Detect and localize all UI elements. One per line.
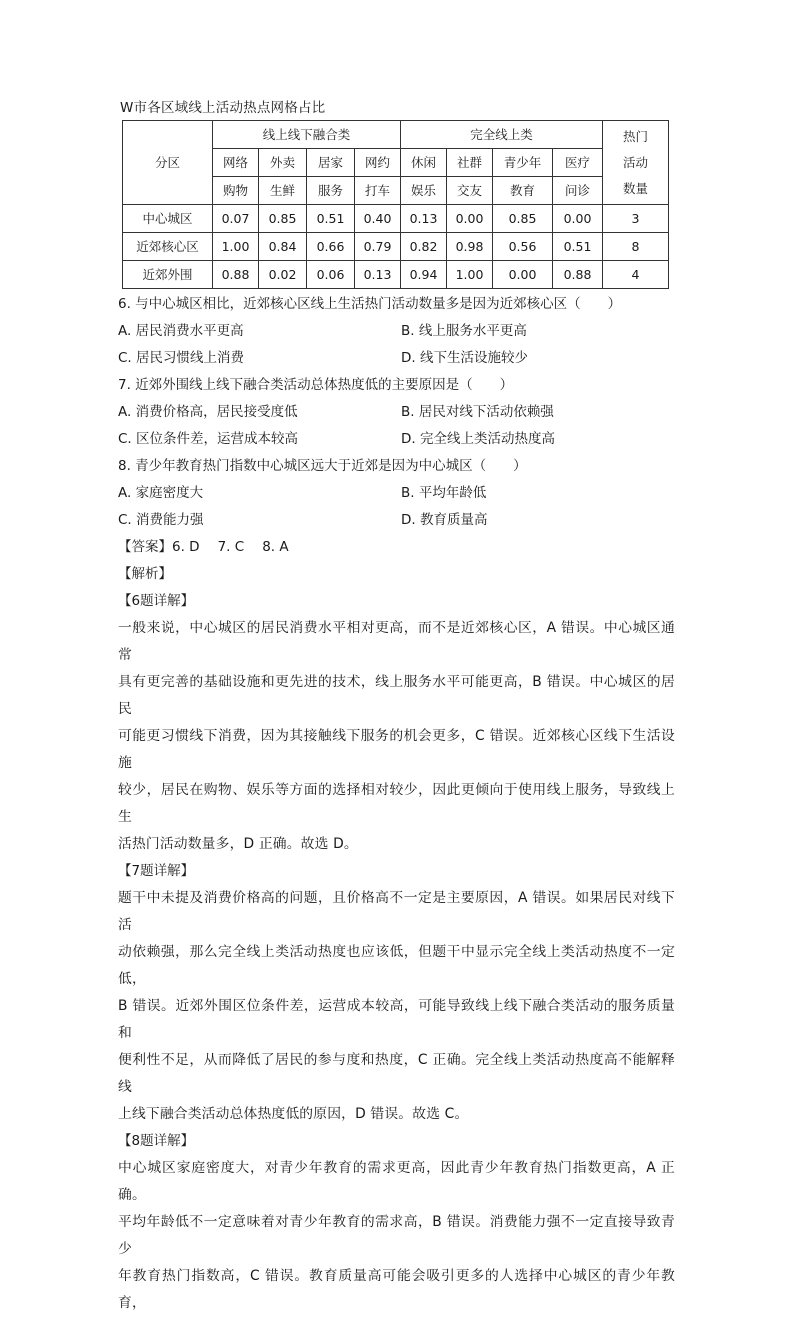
subheader-bottom: 购物	[213, 177, 259, 205]
option: A. 居民消费水平更高	[118, 323, 244, 339]
cell-hot: 4	[603, 261, 669, 289]
cell-hot: 3	[603, 205, 669, 233]
subheader-top: 社群	[447, 149, 493, 177]
subheader-top: 医疗	[553, 149, 603, 177]
cell: 0.07	[213, 205, 259, 233]
cell: 0.66	[307, 233, 355, 261]
detail-paragraph	[118, 615, 675, 858]
header-hot-count	[603, 121, 669, 205]
header-group-online: 完全线上类	[401, 121, 603, 149]
subheader-top: 青少年	[493, 149, 553, 177]
cell: 0.51	[553, 233, 603, 261]
detail-line: 便利性不足，从而降低了居民的参与度和热度，C 正确。完全线上类活动热度高不能解释线	[118, 1052, 675, 1095]
header-hot-line: 热门	[623, 128, 649, 144]
header-hot-line: 活动	[623, 154, 649, 170]
answer-label: 【答案】	[118, 539, 172, 555]
answer-value: 8. A	[262, 539, 289, 555]
row-region: 近郊外围	[123, 261, 213, 289]
cell-hot: 8	[603, 233, 669, 261]
detail-line: 平均年龄低不一定意味着对青少年教育的需求高，B 错误。消费能力强不一定直接导致青少	[118, 1214, 675, 1257]
cell: 1.00	[447, 261, 493, 289]
option-row	[118, 318, 678, 345]
table-row	[123, 261, 669, 289]
cell: 0.00	[553, 205, 603, 233]
subheader-bottom: 问诊	[553, 177, 603, 205]
analysis-label: 【解析】	[118, 566, 172, 582]
cell: 0.00	[447, 205, 493, 233]
detail-line: B 错误。近郊外围区位条件差，运营成本较高，可能导致线上线下融合类活动的服务质量和	[118, 998, 675, 1041]
option-row	[118, 480, 678, 507]
option: C. 居民习惯线上消费	[118, 350, 245, 366]
table-row	[123, 205, 669, 233]
cell: 0.79	[355, 233, 401, 261]
table-caption: W市各区域线上活动热点网格占比	[120, 100, 326, 116]
header-region: 分区	[123, 121, 213, 205]
cell: 1.00	[213, 233, 259, 261]
row-region: 中心城区	[123, 205, 213, 233]
data-table	[122, 120, 669, 289]
cell: 0.40	[355, 205, 401, 233]
detail-line: 活热门活动数量多，D 正确。故选 D。	[118, 836, 358, 852]
question-stem: 6. 与中心城区相比，近郊核心区线上生活热门活动数量多是因为近郊核心区（ ）	[118, 296, 622, 312]
subheader-top: 休闲	[401, 149, 447, 177]
detail-line: 较少，居民在购物、娱乐等方面的选择相对较少，因此更倾向于使用线上服务，导致线上生	[118, 782, 675, 825]
option: A. 消费价格高，居民接受度低	[118, 404, 298, 420]
detail-line: 题干中未提及消费价格高的问题，且价格高不一定是主要原因，A 错误。如果居民对线下活	[118, 890, 675, 933]
cell: 0.88	[213, 261, 259, 289]
detail-line: 具有更完善的基础设施和更先进的技术，线上服务水平可能更高，B 错误。中心城区的居民	[118, 674, 675, 717]
option: B. 平均年龄低	[401, 485, 487, 501]
detail-label: 【6题详解】	[118, 593, 195, 609]
subheader-top: 网络	[213, 149, 259, 177]
cell: 0.02	[259, 261, 307, 289]
document-page	[118, 96, 678, 1317]
option-row	[118, 507, 678, 534]
subheader-bottom: 服务	[307, 177, 355, 205]
detail-label: 【7题详解】	[118, 863, 195, 879]
subheader-bottom: 打车	[355, 177, 401, 205]
subheader-bottom: 交友	[447, 177, 493, 205]
cell: 0.13	[355, 261, 401, 289]
cell: 0.82	[401, 233, 447, 261]
cell: 0.88	[553, 261, 603, 289]
cell: 0.85	[493, 205, 553, 233]
detail-line: 一般来说，中心城区的居民消费水平相对更高，而不是近郊核心区，A 错误。中心城区通常	[118, 620, 675, 663]
question-block	[118, 291, 678, 534]
detail-line: 年教育热门指数高，C 错误。教育质量高可能会吸引更多的人选择中心城区的青少年教育，	[118, 1268, 675, 1311]
option: C. 区位条件差，运营成本较高	[118, 431, 299, 447]
option: B. 居民对线下活动依赖强	[401, 404, 554, 420]
cell: 0.85	[259, 205, 307, 233]
table-row	[123, 233, 669, 261]
option-row	[118, 345, 678, 372]
header-hot-line: 数量	[623, 180, 649, 196]
subheader-bottom: 教育	[493, 177, 553, 205]
option: D. 完全线上类活动热度高	[401, 431, 555, 447]
cell: 0.94	[401, 261, 447, 289]
answer-value: 6. D	[172, 539, 200, 555]
option: D. 教育质量高	[401, 512, 488, 528]
option: B. 线上服务水平更高	[401, 323, 527, 339]
option-row	[118, 399, 678, 426]
option: D. 线下生活设施较少	[401, 350, 528, 366]
option-row	[118, 426, 678, 453]
cell: 0.00	[493, 261, 553, 289]
subheader-top: 居家	[307, 149, 355, 177]
option: C. 消费能力强	[118, 512, 204, 528]
cell: 0.06	[307, 261, 355, 289]
subheader-top: 外卖	[259, 149, 307, 177]
question-stem: 8. 青少年教育热门指数中心城区远大于近郊是因为中心城区（ ）	[118, 458, 527, 474]
header-group-fusion: 线上线下融合类	[213, 121, 401, 149]
cell: 0.51	[307, 205, 355, 233]
detail-line: 可能更习惯线下消费，因为其接触线下服务的机会更多，C 错误。近郊核心区线下生活设施	[118, 728, 675, 771]
detail-line: 中心城区家庭密度大，对青少年教育的需求更高，因此青少年教育热门指数更高，A 正确。	[118, 1160, 675, 1203]
cell: 0.84	[259, 233, 307, 261]
detail-paragraph	[118, 885, 675, 1128]
question-stem: 7. 近郊外围线上线下融合类活动总体热度低的主要原因是（ ）	[118, 377, 514, 393]
subheader-bottom: 生鲜	[259, 177, 307, 205]
answer-value: 7. C	[217, 539, 245, 555]
cell: 0.13	[401, 205, 447, 233]
subheader-bottom: 娱乐	[401, 177, 447, 205]
cell: 0.98	[447, 233, 493, 261]
option: A. 家庭密度大	[118, 485, 204, 501]
detail-label: 【8题详解】	[118, 1133, 195, 1149]
detail-line: 动依赖强，那么完全线上类活动热度也应该低，但题干中显示完全线上类活动热度不一定低，	[118, 944, 675, 987]
subheader-top: 网约	[355, 149, 401, 177]
row-region: 近郊核心区	[123, 233, 213, 261]
detail-paragraph	[118, 1155, 675, 1317]
cell: 0.56	[493, 233, 553, 261]
answer-line	[118, 534, 678, 561]
detail-line: 上线下融合类活动总体热度低的原因，D 错误。故选 C。	[118, 1106, 469, 1122]
